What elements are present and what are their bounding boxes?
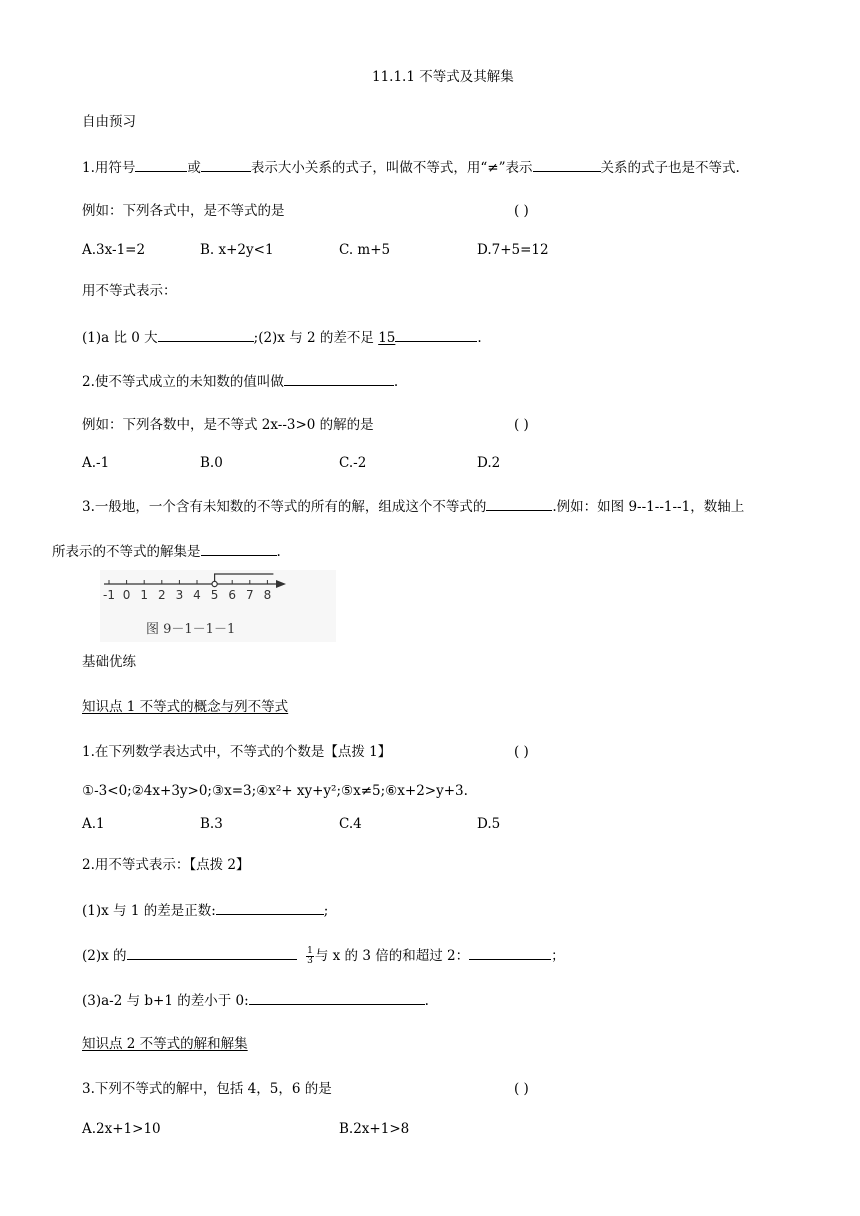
- example-2-stem: 例如：下列各数中，是不等式 2x--3>0 的解的是: [82, 417, 374, 433]
- underlined-value: 15: [378, 330, 396, 346]
- knowledge-point-2: 知识点 2 不等式的解和解集: [82, 1036, 248, 1052]
- answer-blank[interactable]: [249, 990, 425, 1005]
- tick-label: -1: [103, 588, 115, 602]
- option-d: D.7+5=12: [477, 242, 549, 258]
- option-d: D.5: [477, 816, 501, 832]
- question-1-stem: 1.在下列数学表达式中，不等式的个数是【点拨 1】: [82, 744, 392, 760]
- answer-parentheses[interactable]: ( ): [514, 1081, 529, 1097]
- text: ;: [323, 903, 329, 919]
- arrow-icon: [276, 580, 286, 588]
- option-c: C.4: [339, 816, 362, 832]
- option-a: A.3x-1=2: [82, 242, 146, 258]
- tick-label: 5: [210, 588, 219, 602]
- text: .: [276, 544, 281, 560]
- answer-blank[interactable]: [201, 157, 251, 172]
- text: (3)a-2 与 b+1 的差小于 0:: [82, 993, 249, 1009]
- answer-blank[interactable]: [395, 327, 477, 342]
- section-heading-practice: 基础优练: [82, 654, 136, 670]
- tick-label: 6: [228, 588, 237, 602]
- fraction: [306, 947, 314, 966]
- question-2-stem: 2.用不等式表示：【点拨 2】: [82, 857, 250, 873]
- question-1-list: ①-3<0;②4x+3y>0;③x=3;④x²+ xy+y²;⑤x≠5;⑥x+2>y+3.: [82, 783, 468, 799]
- tick-label: 4: [193, 588, 201, 602]
- text: (1)a 比 0 大: [82, 330, 158, 346]
- figure-caption: 图 9－1－1－1: [146, 622, 236, 637]
- option-b: B.3: [200, 816, 223, 832]
- answer-parentheses[interactable]: ( ): [514, 203, 529, 219]
- text: 3.一般地，一个含有未知数的不等式的所有的解，组成这个不等式的: [82, 499, 487, 515]
- solution-range-line: [215, 574, 274, 581]
- fraction-denominator: 3: [307, 956, 313, 966]
- text: .: [477, 330, 482, 346]
- answer-blank[interactable]: [135, 157, 187, 172]
- answer-blank[interactable]: [127, 945, 297, 960]
- number-line-figure: [100, 570, 336, 642]
- answer-blank[interactable]: [216, 900, 324, 915]
- answer-blank[interactable]: [284, 371, 394, 386]
- section-heading-preview: 自由预习: [82, 114, 136, 130]
- text: 2.使不等式成立的未知数的值叫做: [82, 374, 284, 390]
- question-2-sub-3: [82, 990, 429, 1010]
- answer-parentheses[interactable]: ( ): [514, 744, 529, 760]
- option-b: B.2x+1>8: [339, 1121, 410, 1137]
- preview-item-3-line2: [52, 541, 281, 561]
- text: ;(2)x 与 2 的差不足: [253, 330, 379, 346]
- option-c: C. m+5: [339, 242, 391, 258]
- answer-blank[interactable]: [533, 157, 601, 172]
- answer-blank[interactable]: [469, 945, 551, 960]
- option-a: A.2x+1>10: [82, 1121, 161, 1137]
- option-c: C.-2: [339, 455, 367, 471]
- text: .: [393, 374, 399, 390]
- question-2-sub-1: [82, 900, 328, 920]
- open-point-marker: [212, 581, 217, 586]
- answer-blank[interactable]: [201, 541, 277, 556]
- question-3-stem: 3.下列不等式的解中，包括 4，5，6 的是: [82, 1081, 332, 1097]
- tick-label: 0: [122, 588, 131, 602]
- text: .: [424, 993, 429, 1009]
- page-title: 11.1.1 不等式及其解集: [372, 69, 514, 85]
- option-b: B. x+2y<1: [200, 242, 274, 258]
- preview-item-3-line1: [82, 496, 744, 516]
- represent-items: [82, 327, 482, 347]
- represent-heading: 用不等式表示：: [82, 283, 177, 299]
- option-a: A.1: [82, 816, 105, 832]
- preview-item-2: [82, 371, 398, 391]
- knowledge-point-1: 知识点 1 不等式的概念与列不等式: [82, 699, 289, 715]
- option-b: B.0: [200, 455, 223, 471]
- text: (1)x 与 1 的差是正数:: [82, 903, 216, 919]
- answer-blank[interactable]: [158, 327, 254, 342]
- text: 关系的式子也是不等式.: [600, 160, 740, 176]
- answer-blank[interactable]: [486, 496, 552, 511]
- tick-label: 3: [175, 588, 184, 602]
- text: ；: [551, 948, 565, 964]
- text: 或: [187, 160, 201, 176]
- preview-item-1: [82, 157, 740, 177]
- example-1-stem: 例如：下列各式中，是不等式的是: [82, 203, 285, 219]
- text: 与 x 的 3 倍的和超过 2：: [314, 948, 470, 964]
- text: (2)x 的: [82, 948, 127, 964]
- tick-label: 7: [245, 588, 254, 602]
- number-line-svg: [100, 570, 336, 614]
- option-d: D.2: [477, 455, 501, 471]
- answer-parentheses[interactable]: ( ): [514, 417, 529, 433]
- option-a: A.-1: [82, 455, 110, 471]
- text: 表示大小关系的式子，叫做不等式，用“≠”表示: [250, 160, 533, 176]
- tick-label: 8: [263, 588, 272, 602]
- tick-label: 2: [157, 588, 166, 602]
- tick-label: 1: [140, 588, 149, 602]
- text: 1.用符号: [82, 160, 136, 176]
- text: .例如：如图 9--1--1--1，数轴上: [552, 499, 745, 515]
- question-2-sub-2: [82, 945, 565, 966]
- text: 所表示的不等式的解集是: [52, 544, 201, 560]
- fraction-numerator: 1: [307, 946, 313, 956]
